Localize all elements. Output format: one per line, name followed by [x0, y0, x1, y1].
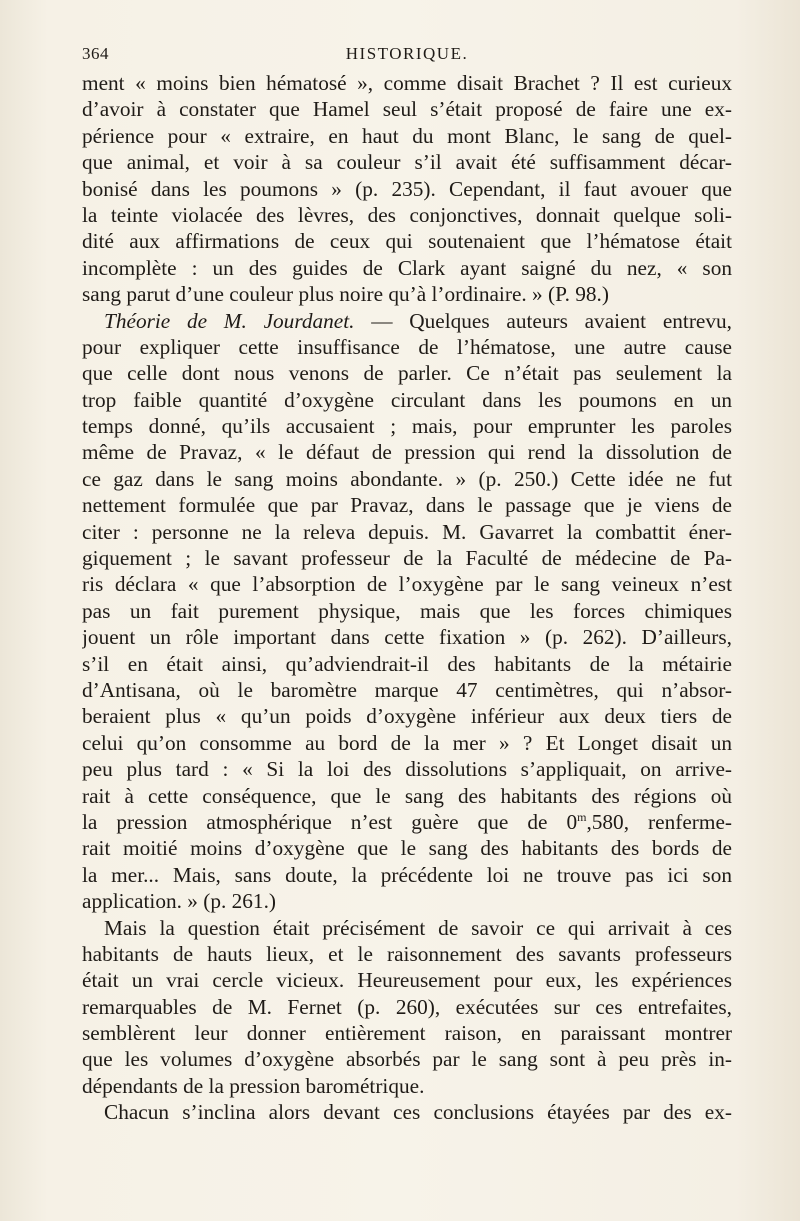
text-line: [82, 862, 732, 888]
text-line: [82, 334, 732, 360]
text-line: [82, 1046, 732, 1072]
line-text: habitants de hauts lieux, et le raisonnement des savants professeurs: [82, 941, 732, 966]
line-text: jouent un rôle important dans cette fixation » (p. 262). D’ailleurs,: [82, 625, 732, 650]
line-text: ris déclara « que l’absorption de l’oxygène par le sang veineux n’est: [82, 572, 732, 597]
line-text: que animal, et voir à sa couleur s’il avait été suffisamment décar-: [82, 150, 732, 175]
text-line: [82, 1073, 732, 1099]
line-text: ce gaz dans le sang moins abondante. » (p. 250.) Cette idée ne fut: [82, 466, 732, 491]
line-text: citer : personne ne la releva depuis. M. Gavarret la combattit éner-: [82, 519, 732, 544]
line-text: temps donné, qu’ils accusaient ; mais, pour emprunter les paroles: [82, 414, 732, 439]
text-line: [82, 571, 732, 597]
text-line: [82, 809, 732, 835]
text-line: [82, 123, 732, 149]
line-text: la pression atmosphérique n’est guère que de 0: [82, 809, 578, 834]
line-text: semblèrent leur donner entièrement raison, en paraissant montrer: [82, 1021, 732, 1046]
text-line: [82, 598, 732, 624]
line-text: nettement formulée que par Pravaz, dans le passage que je viens de: [82, 493, 732, 518]
line-text: remarquables de M. Fernet (p. 260), exécutées sur ces entrefaites,: [82, 994, 732, 1019]
line-text: trop faible quantité d’oxygène circulant dans les poumons en un: [82, 387, 732, 412]
text-line: [82, 360, 732, 386]
line-text: même de Pravaz, « le défaut de pression qui rend la dissolution de: [82, 440, 732, 465]
line-text: pas un fait purement physique, mais que les forces chimiques: [82, 598, 732, 623]
line-text-tail: ,580, renferme-: [586, 809, 732, 834]
line-text: rait moitié moins d’oxygène que le sang des habitants des bords de: [82, 836, 732, 861]
line-text: périence pour « extraire, en haut du mont Blanc, le sang de quel-: [82, 123, 732, 148]
line-text: était un vrai cercle vicieux. Heureusement pour eux, les expériences: [82, 968, 732, 993]
line-text: ment « moins bien hématosé », comme disait Brachet ? Il est curieux: [82, 71, 732, 95]
line-text: d’Antisana, où le baromètre marque 47 centimètres, qui n’absor-: [82, 677, 732, 702]
page-header: [82, 40, 732, 64]
text-line: [82, 281, 732, 307]
text-line: [82, 677, 732, 703]
text-line: [82, 439, 732, 465]
text-line: [82, 466, 732, 492]
text-line: [82, 703, 732, 729]
line-text: d’avoir à constater que Hamel seul s’était proposé de faire une ex-: [82, 97, 732, 122]
body-text: [82, 70, 732, 1126]
running-head: HISTORIQUE.: [345, 44, 469, 63]
text-line: [82, 176, 732, 202]
text-line: [82, 492, 732, 518]
text-line: [82, 228, 732, 254]
text-line: [82, 915, 732, 941]
text-line: [82, 70, 732, 96]
line-text: sang parut d’une couleur plus noire qu’à l’ordinaire. » (P. 98.): [82, 282, 609, 307]
text-line: [82, 545, 732, 571]
text-line: [82, 519, 732, 545]
line-text: peu plus tard : « Si la loi des dissolutions s’appliquait, on arrive-: [82, 757, 732, 782]
line-text: bonisé dans les poumons » (p. 235). Cependant, il faut avouer que: [82, 176, 732, 201]
line-text: s’il en était ainsi, qu’adviendrait-il des habitants de la métairie: [82, 651, 732, 676]
line-text: la teinte violacée des lèvres, des conjonctives, donnait quelque soli-: [82, 202, 732, 227]
text-line: [82, 308, 732, 334]
text-line: [82, 835, 732, 861]
text-line: [82, 255, 732, 281]
line-text: pour expliquer cette insuffisance de l’hématose, une autre cause: [82, 334, 732, 359]
line-text: Chacun s’inclina alors devant ces conclusions étayées par des ex-: [104, 1100, 732, 1125]
text-line: [82, 967, 732, 993]
text-line: [82, 651, 732, 677]
page-number: 364: [82, 44, 109, 63]
line-text: — Quelques auteurs avaient entrevu,: [354, 308, 732, 333]
text-line: [82, 783, 732, 809]
line-text: beraient plus « qu’un poids d’oxygène inférieur aux deux tiers de: [82, 704, 732, 729]
unit-superscript: m: [577, 809, 587, 824]
text-line: [82, 756, 732, 782]
line-text: incomplète : un des guides de Clark ayant saigné du nez, « son: [82, 255, 732, 280]
line-text: dépendants de la pression barométrique.: [82, 1073, 425, 1098]
text-line: [82, 941, 732, 967]
line-text: giquement ; le savant professeur de la Faculté de médecine de Pa-: [82, 546, 732, 571]
line-text: celui qu’on consomme au bord de la mer » ? Et Longet disait un: [82, 730, 732, 755]
line-text: rait à cette conséquence, que le sang des habitants des régions où: [82, 783, 732, 808]
line-text: Mais la question était précisément de savoir ce qui arrivait à ces: [104, 915, 732, 940]
line-text: dité aux affirmations de ceux qui soutenaient que l’hématose était: [82, 229, 732, 254]
line-text: que celle dont nous venons de parler. Ce n’était pas seulement la: [82, 361, 732, 386]
text-line: [82, 1099, 732, 1125]
text-line: [82, 202, 732, 228]
text-line: [82, 96, 732, 122]
line-text: que les volumes d’oxygène absorbés par le sang sont à peu près in-: [82, 1047, 732, 1072]
section-title: Théorie de M. Jourdanet.: [104, 308, 355, 333]
text-line: [82, 149, 732, 175]
text-line: [82, 730, 732, 756]
text-line: [82, 888, 732, 914]
text-line: [82, 994, 732, 1020]
line-text: application. » (p. 261.): [82, 889, 276, 914]
text-line: [82, 1020, 732, 1046]
text-line: [82, 387, 732, 413]
text-line: [82, 624, 732, 650]
text-line: [82, 413, 732, 439]
line-text: la mer... Mais, sans doute, la précédente loi ne trouve pas ici son: [82, 862, 732, 887]
